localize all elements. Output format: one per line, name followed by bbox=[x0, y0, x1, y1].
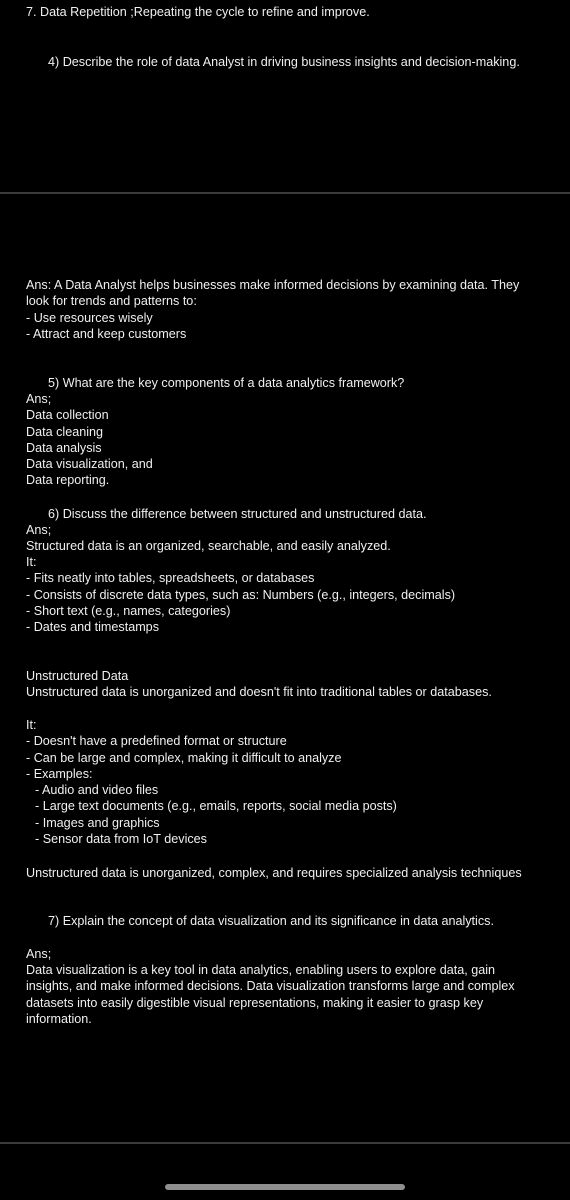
q4-bullet: - Attract and keep customers bbox=[26, 327, 187, 341]
q5-ans-label: Ans; bbox=[26, 392, 52, 406]
unstructured-summary: Unstructured data is unorganized, complex, and requires specialized analysis techniques bbox=[26, 866, 522, 880]
q6-ans-label: Ans; bbox=[26, 523, 52, 537]
unstructured-it-label: It: bbox=[26, 718, 37, 732]
question-7: 7) Explain the concept of data visualization and its significance in data analytics. bbox=[48, 914, 494, 928]
q7-answer-line: Data visualization is a key tool in data analytics, enabling users to explore data, gain bbox=[26, 963, 496, 977]
q5-item: Data reporting. bbox=[26, 473, 110, 487]
q5-item: Data visualization, and bbox=[26, 457, 153, 471]
q5-item: Data cleaning bbox=[26, 425, 104, 439]
page-divider bbox=[0, 192, 570, 194]
structured-point: - Dates and timestamps bbox=[26, 620, 159, 634]
unstructured-point: - Can be large and complex, making it difficult to analyze bbox=[26, 751, 342, 765]
q4-bullet: - Use resources wisely bbox=[26, 311, 153, 325]
q7-answer-line: information. bbox=[26, 1012, 92, 1026]
question-5: 5) What are the key components of a data analytics framework? bbox=[48, 376, 405, 390]
home-indicator[interactable] bbox=[165, 1184, 405, 1190]
example-item: - Large text documents (e.g., emails, reports, social media posts) bbox=[35, 799, 397, 813]
q5-item: Data collection bbox=[26, 408, 109, 422]
structured-it-label: It: bbox=[26, 555, 37, 569]
unstructured-point: - Doesn't have a predefined format or structure bbox=[26, 734, 287, 748]
q4-answer-line-1: Ans: A Data Analyst helps businesses make informed decisions by examining data. They bbox=[26, 278, 520, 292]
structured-point: - Short text (e.g., names, categories) bbox=[26, 604, 231, 618]
q4-answer-line-2: look for trends and patterns to: bbox=[26, 294, 197, 308]
unstructured-intro: Unstructured data is unorganized and doesn't fit into traditional tables or databases. bbox=[26, 685, 492, 699]
question-4: 4) Describe the role of data Analyst in driving business insights and decision-making. bbox=[48, 55, 520, 69]
structured-intro: Structured data is an organized, searchable, and easily analyzed. bbox=[26, 539, 391, 553]
unstructured-heading: Unstructured Data bbox=[26, 669, 129, 683]
unstructured-point: - Examples: bbox=[26, 767, 93, 781]
q7-answer-line: insights, and make informed decisions. Data visualization transforms large and complex bbox=[26, 979, 515, 993]
example-item: - Sensor data from IoT devices bbox=[35, 832, 207, 846]
top-line: 7. Data Repetition ;Repeating the cycle to refine and improve. bbox=[26, 5, 370, 19]
example-item: - Images and graphics bbox=[35, 816, 160, 830]
question-6: 6) Discuss the difference between structured and unstructured data. bbox=[48, 507, 427, 521]
q5-item: Data analysis bbox=[26, 441, 102, 455]
q7-ans-label: Ans; bbox=[26, 947, 52, 961]
example-item: - Audio and video files bbox=[35, 783, 159, 797]
structured-point: - Fits neatly into tables, spreadsheets, or databases bbox=[26, 571, 315, 585]
structured-point: - Consists of discrete data types, such as: Numbers (e.g., integers, decimals) bbox=[26, 588, 456, 602]
page-divider bbox=[0, 1142, 570, 1144]
q7-answer-line: datasets into easily digestible visual representations, making it easier to grasp key bbox=[26, 996, 484, 1010]
